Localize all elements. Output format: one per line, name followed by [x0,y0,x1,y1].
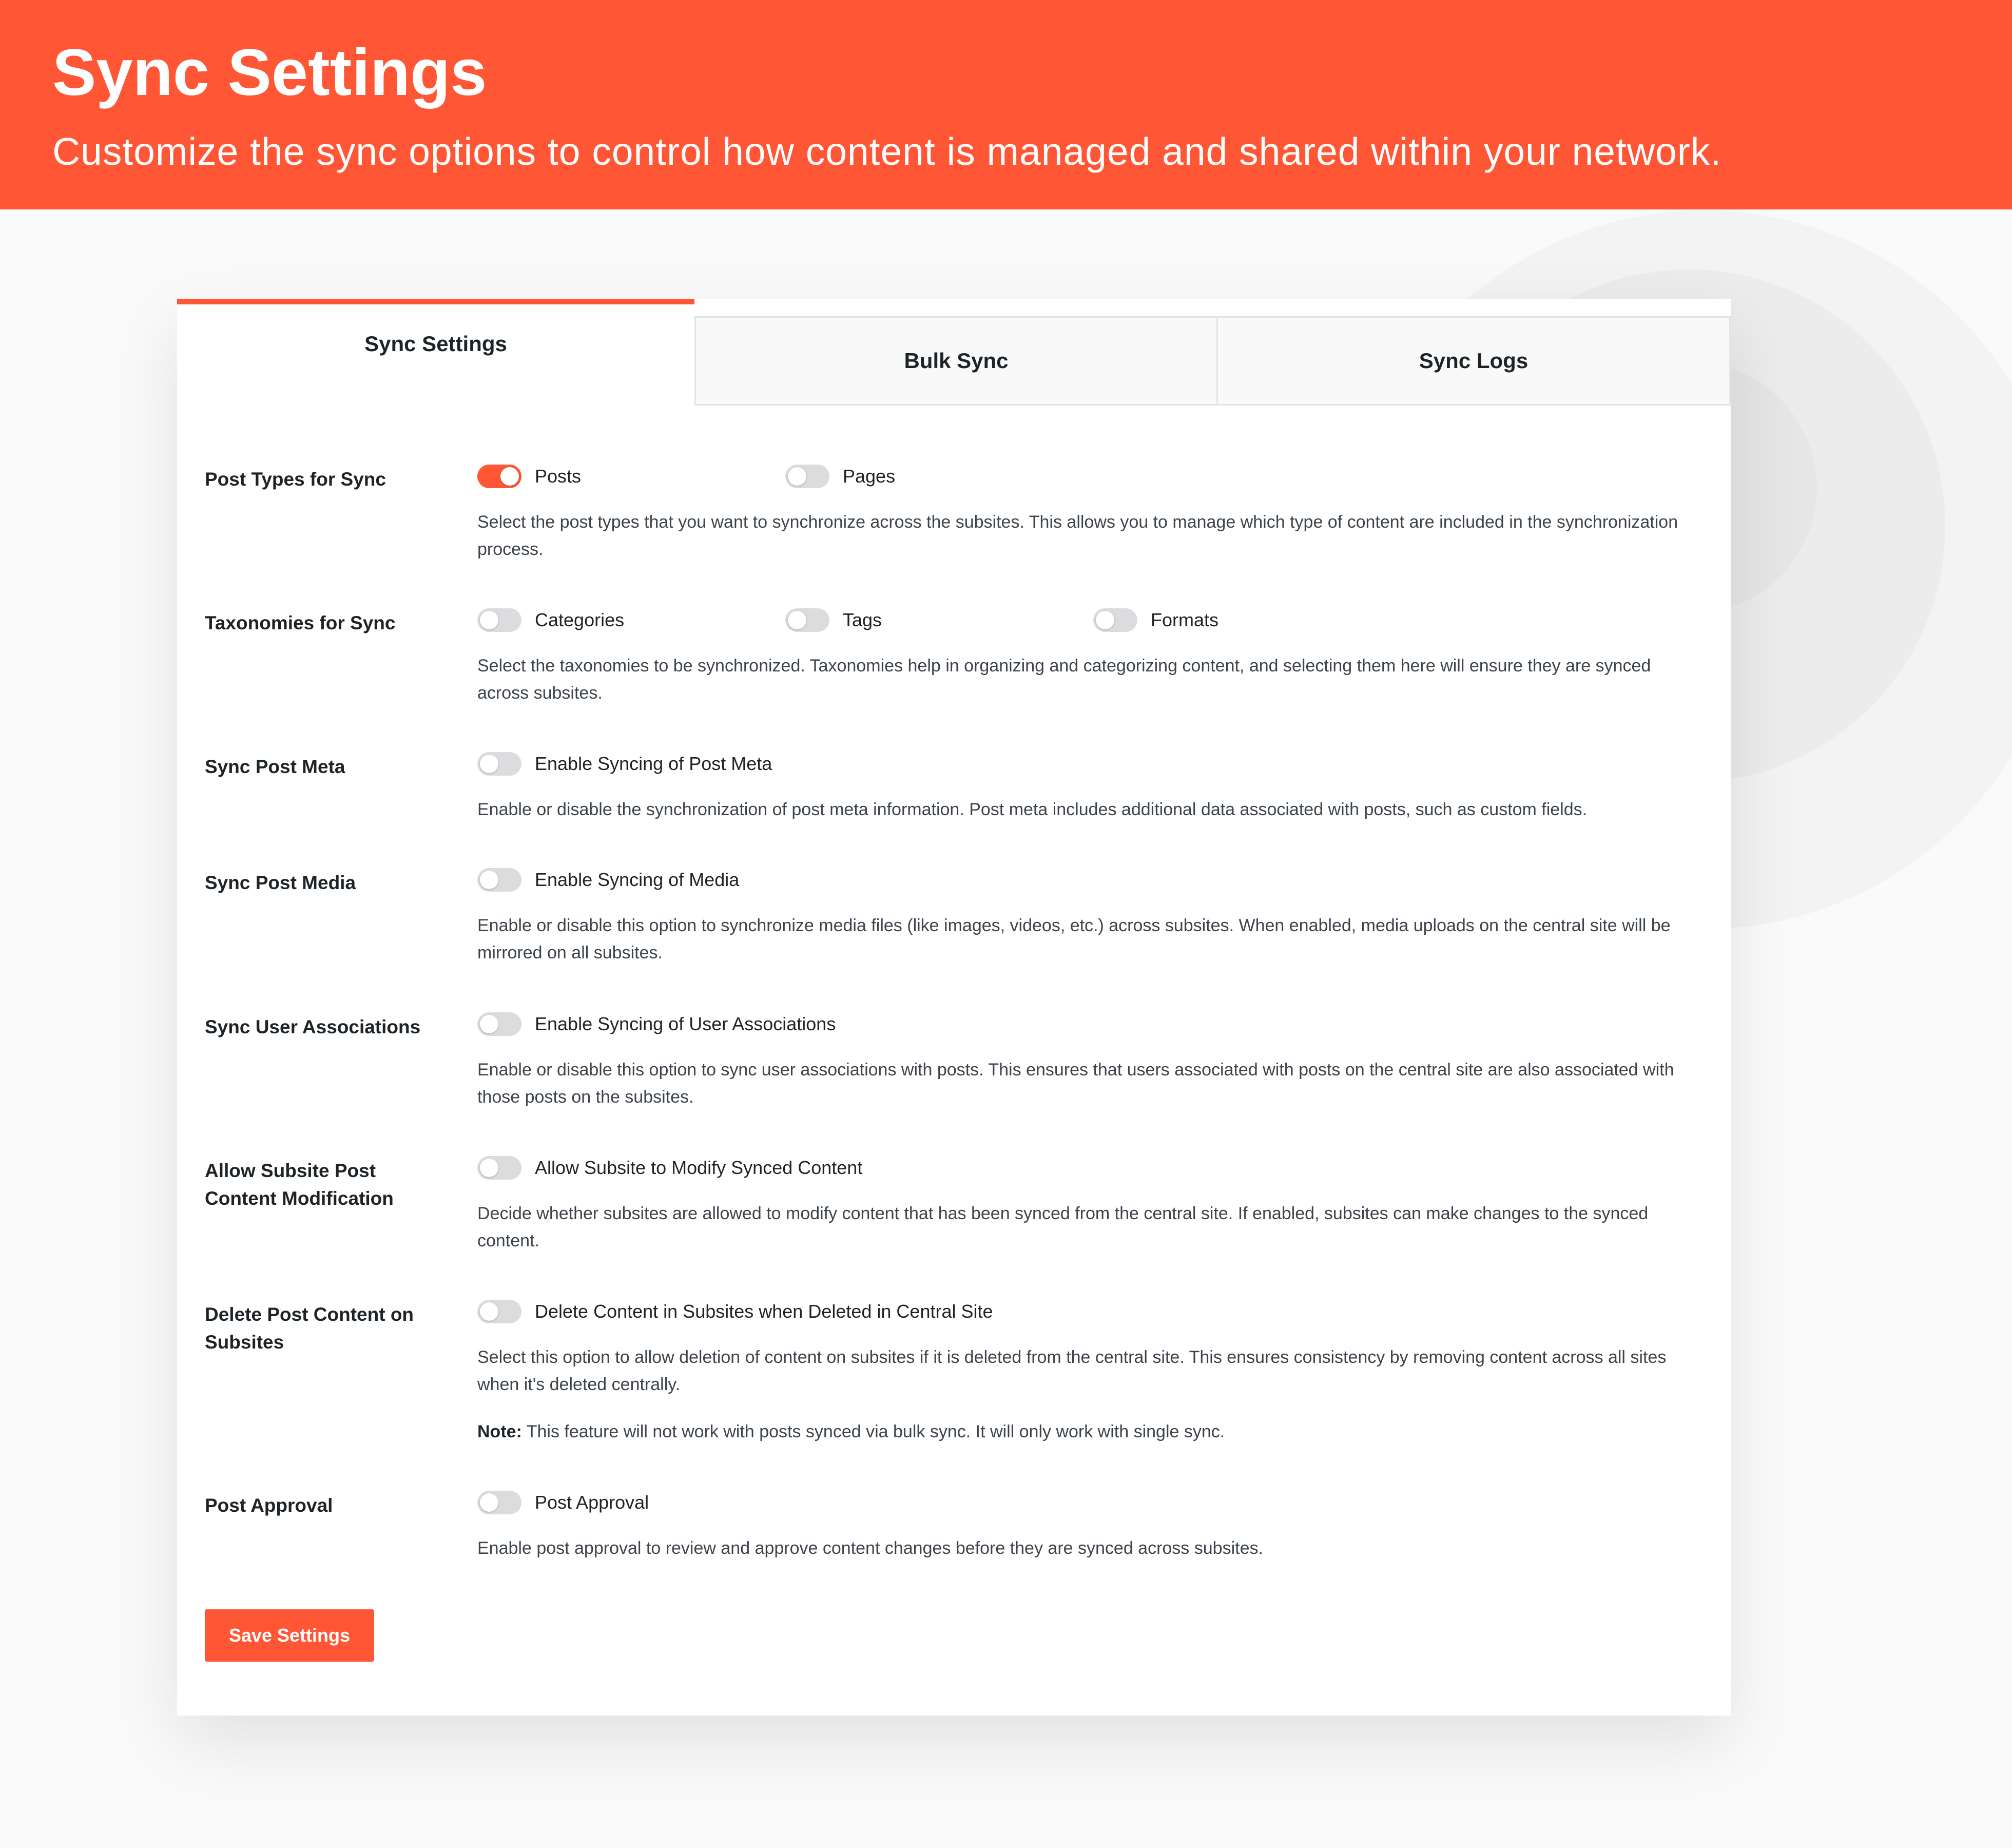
save-settings-button[interactable]: Save Settings [205,1609,374,1662]
tags-toggle[interactable] [785,608,829,632]
formats-toggle[interactable] [1093,608,1137,632]
taxonomies-description: Select the taxonomies to be synchronized. Taxonomies help in organizing and categorizing content, and selecting them here will ensure they are synced across subsites. [477,656,1651,703]
subsite-modification-description: Decide whether subsites are allowed to modify content that has been synced from the central site. If enabled, subsites can make changes to the synced content. [477,1204,1649,1250]
tab-bulk-sync[interactable]: Bulk Sync [694,316,1218,406]
post-approval-description: Enable post approval to review and approve content changes before they are synced across subsites. [477,1538,1263,1558]
delete-content-description: Select this option to allow deletion of content on subsites if it is deleted from the central site. This ensures consistency by removing content across all sites when it's deleted centrally. [477,1348,1667,1394]
post-approval-label: Post Approval [205,1495,333,1516]
posts-toggle[interactable] [477,465,521,488]
subsite-modification-label: Allow Subsite Post Content Modification [205,1160,394,1209]
tab-bar [177,299,1731,406]
delete-content-note [477,1418,1704,1446]
posts-toggle-label: Posts [535,466,582,487]
pages-toggle[interactable] [785,465,829,488]
post-approval-toggle[interactable] [477,1491,521,1514]
post-meta-label: Sync Post Meta [205,756,345,777]
post-types-description: Select the post types that you want to synchronize across the subsites. This allows you to manage which type of content are included in the synchronization process. [477,512,1678,559]
delete-content-label: Delete Post Content on Subsites [205,1304,414,1353]
tab-sync-logs[interactable]: Sync Logs [1216,316,1731,406]
header-banner [0,0,2012,209]
post-media-description: Enable or disable this option to synchronize media files (like images, videos, etc.) across subsites. When enabled, media uploads on the central site will be mirrored on all subsites. [477,916,1671,962]
post-approval-toggle-label: Post Approval [535,1492,649,1513]
categories-toggle-label: Categories [535,609,625,630]
post-media-label: Sync Post Media [205,872,356,893]
note-label: Note: [477,1422,522,1441]
page-title: Sync Settings [52,36,487,109]
settings-panel [177,299,1731,1716]
post-meta-toggle[interactable] [477,752,521,776]
tab-divider [694,404,1731,406]
user-associations-toggle-label: Enable Syncing of User Associations [535,1013,836,1034]
post-media-toggle-label: Enable Syncing of Media [535,869,740,890]
delete-content-toggle[interactable] [477,1300,521,1323]
post-meta-toggle-label: Enable Syncing of Post Meta [535,753,772,774]
subsite-modification-toggle-label: Allow Subsite to Modify Synced Content [535,1157,863,1178]
page-subtitle: Customize the sync options to control how content is managed and shared within your network. [52,130,1722,173]
subsite-modification-toggle[interactable] [477,1156,521,1180]
post-types-label: Post Types for Sync [205,469,386,490]
user-associations-toggle[interactable] [477,1012,521,1036]
user-associations-description: Enable or disable this option to sync user associations with posts. This ensures that users associated with posts on the central site are also associated with those posts on the subsites. [477,1060,1674,1107]
pages-toggle-label: Pages [843,466,896,487]
post-media-toggle[interactable] [477,868,521,892]
categories-toggle[interactable] [477,608,521,632]
note-text: This feature will not work with posts synced via bulk sync. It will only work with single sync. [526,1422,1225,1441]
formats-toggle-label: Formats [1151,609,1219,630]
tab-sync-settings[interactable]: Sync Settings [177,299,694,407]
delete-content-toggle-label: Delete Content in Subsites when Deleted in Central Site [535,1301,993,1322]
user-associations-label: Sync User Associations [205,1016,421,1037]
post-meta-description: Enable or disable the synchronization of post meta information. Post meta includes additional data associated with posts, such as custom fields. [477,800,1588,819]
tags-toggle-label: Tags [843,609,882,630]
taxonomies-label: Taxonomies for Sync [205,612,396,633]
